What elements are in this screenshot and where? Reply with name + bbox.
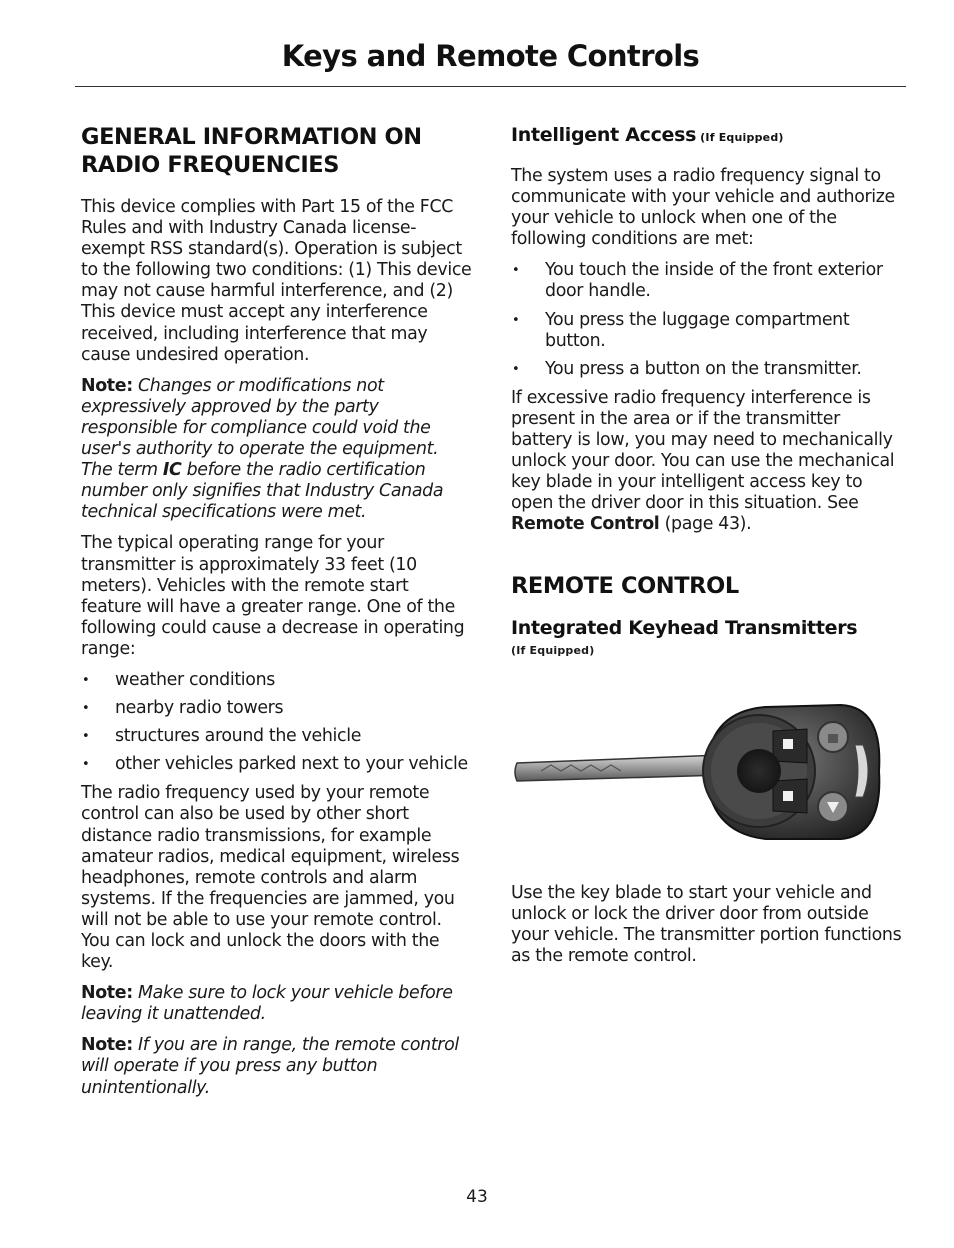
- intelligent-access-paragraph: The system uses a radio frequency signal to communicate with your vehicle and authorize your vehicle to unlock when one of the following conditions are met:: [511, 166, 895, 250]
- integrated-keyhead-heading: Integrated Keyhead Transmitters: [511, 616, 858, 639]
- page-title: Keys and Remote Controls: [281, 39, 700, 73]
- section-heading-radio-frequencies: GENERAL INFORMATION ON RADIO FREQUENCIES: [81, 124, 422, 178]
- if-equipped-tag: (If Equipped): [696, 131, 784, 144]
- remote-control-heading: REMOTE CONTROL: [511, 572, 739, 599]
- ic-term: IC: [162, 460, 182, 481]
- compliance-paragraph: This device complies with Part 15 of the FCC Rules and with Industry Canada license-exempt RSS standard(s). Operation is subject to the following two conditions: (1) This device may not cause harmful interference, and (2) This device must accept any interference received, including interference that may cause undesired operation.: [81, 197, 472, 365]
- interference-paragraph: If excessive radio frequency interference is present in the area or if the transmitter battery is low, you may need to mechanically unlock your door. You can use the mechanical key blade in your intelligent access key to open the driver door in this situation. See Remote Control (page 43).: [511, 387, 895, 535]
- note-label: Note:: [81, 983, 133, 1004]
- page-number: 43: [466, 1187, 488, 1207]
- list-item: • You press the luggage compartment button.: [511, 310, 906, 352]
- operating-range-paragraph: The typical operating range for your transmitter is approximately 33 feet (10 meters). Vehicles with the remote start feature will have a greater range. One of the following could cause a decrease in operating range:: [81, 533, 465, 659]
- frequency-sharing-paragraph: The radio frequency used by your remote control can also be used by other short distance radio transmissions, for example amateur radios, medical equipment, wireless headphones, remote controls and alarm systems. If the frequencies are jammed, you will not be able to use your remote control. You can lock and unlock the doors with the key.: [81, 783, 460, 973]
- note-lock-vehicle: Note: Make sure to lock your vehicle before leaving it unattended.: [81, 983, 453, 1025]
- list-item: • You press a button on the transmitter.: [511, 359, 906, 380]
- note-range-operation: Note: If you are in range, the remote control will operate if you press any button unintentionally.: [81, 1035, 459, 1098]
- keyhead-transmitter-image: [511, 701, 891, 851]
- unlock-conditions-list: [511, 260, 906, 379]
- list-item: • structures around the vehicle: [81, 726, 473, 747]
- note-modifications: Note: Changes or modifications not expressively approved by the party responsible for compliance could void the user's authority to operate the equipment. The term IC before the radio certification number only signifies that Industry Canada technical specifications were met.: [81, 375, 444, 523]
- note-label: Note:: [81, 375, 133, 396]
- list-item: • nearby radio towers: [81, 698, 473, 719]
- list-item: • You touch the inside of the front exterior door handle.: [511, 260, 906, 302]
- intelligent-access-heading: Intelligent Access (If Equipped): [511, 124, 784, 146]
- key-blade-paragraph: Use the key blade to start your vehicle and unlock or lock the driver door from outside your vehicle. The transmitter portion functions as the remote control.: [511, 882, 902, 966]
- right-column: [511, 123, 906, 977]
- remote-control-link[interactable]: Remote Control: [511, 514, 660, 535]
- page-header: [75, 38, 906, 87]
- if-equipped-tag: (If Equipped): [511, 643, 595, 657]
- list-item: • weather conditions: [81, 670, 473, 691]
- left-column: [81, 123, 473, 1109]
- range-factors-list: [81, 670, 473, 775]
- note-label: Note:: [81, 1035, 133, 1056]
- list-item: • other vehicles parked next to your vehicle: [81, 754, 473, 775]
